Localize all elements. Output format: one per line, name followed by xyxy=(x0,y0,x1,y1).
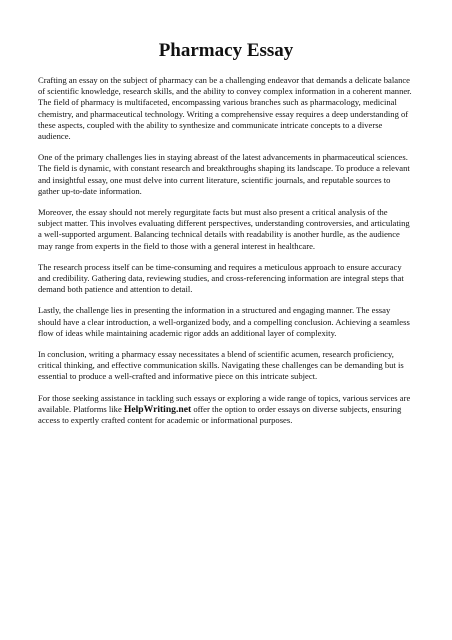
helpwriting-link[interactable]: HelpWriting.net xyxy=(123,403,192,415)
paragraph-7-lead-text: For those seeking assistance in tackling such essays or exploring a wide range of topics, various services are available. Platforms like xyxy=(38,392,411,414)
paragraph-1: Crafting an essay on the subject of pharmacy can be a challenging endeavor that demands a delicate balance of scientific knowledge, research skills, and the ability to convey complex information in a coherent manner. The field of pharmacy is multifaceted, encompassing various branches such as pharmacology, medicinal chemistry, and pharmaceutical technology. Writing a comprehensive essay requires a deep understanding of these aspects, coupled with the ability to synthesize and communicate intricate concepts to a diverse audience. xyxy=(38,75,412,142)
paragraph-4: The research process itself can be time-consuming and requires a meticulous approach to ensure accuracy and credibility. Gathering data, reviewing studies, and cross-referencing information are integral steps that demand both patience and attention to detail. xyxy=(38,261,404,295)
paragraph-3: Moreover, the essay should not merely regurgitate facts but must also present a critical analysis of the subject matter. This involves evaluating different perspectives, understanding controversies, and articulating a well-supported argument. Balancing technical details with readability is another hurdle, as the audience may range from experts in the field to those with a general interest in healthcare. xyxy=(38,207,410,251)
paragraph-6: In conclusion, writing a pharmacy essay necessitates a blend of scientific acumen, research proficiency, critical thinking, and effective communication skills. Navigating these challenges can be demanding but is essential to produce a well-crafted and informative piece on this intricate subject. xyxy=(38,349,404,382)
paragraph-7-trail-text: offer the option to order essays on diverse subjects, ensuring access to expertly crafted content for academic or informational purposes. xyxy=(38,403,402,426)
paragraph-2: One of the primary challenges lies in staying abreast of the latest advancements in pharmaceutical sciences. The field is dynamic, with constant research and breakthroughs shaping its landscape. To produce a relevant and insightful essay, one must delve into current literature, scientific journals, and reputable sources to gather up-to-date information. xyxy=(38,152,410,196)
document-title: Pharmacy Essay xyxy=(158,40,294,61)
paragraph-5: Lastly, the challenge lies in presenting the information in a structured and engaging manner. The essay should have a clear introduction, a well-organized body, and a compelling conclusion. Achieving a seamless flow of ideas while maintaining academic rigor adds an additional layer of complexity. xyxy=(38,305,410,338)
paragraph-7 xyxy=(38,393,414,427)
